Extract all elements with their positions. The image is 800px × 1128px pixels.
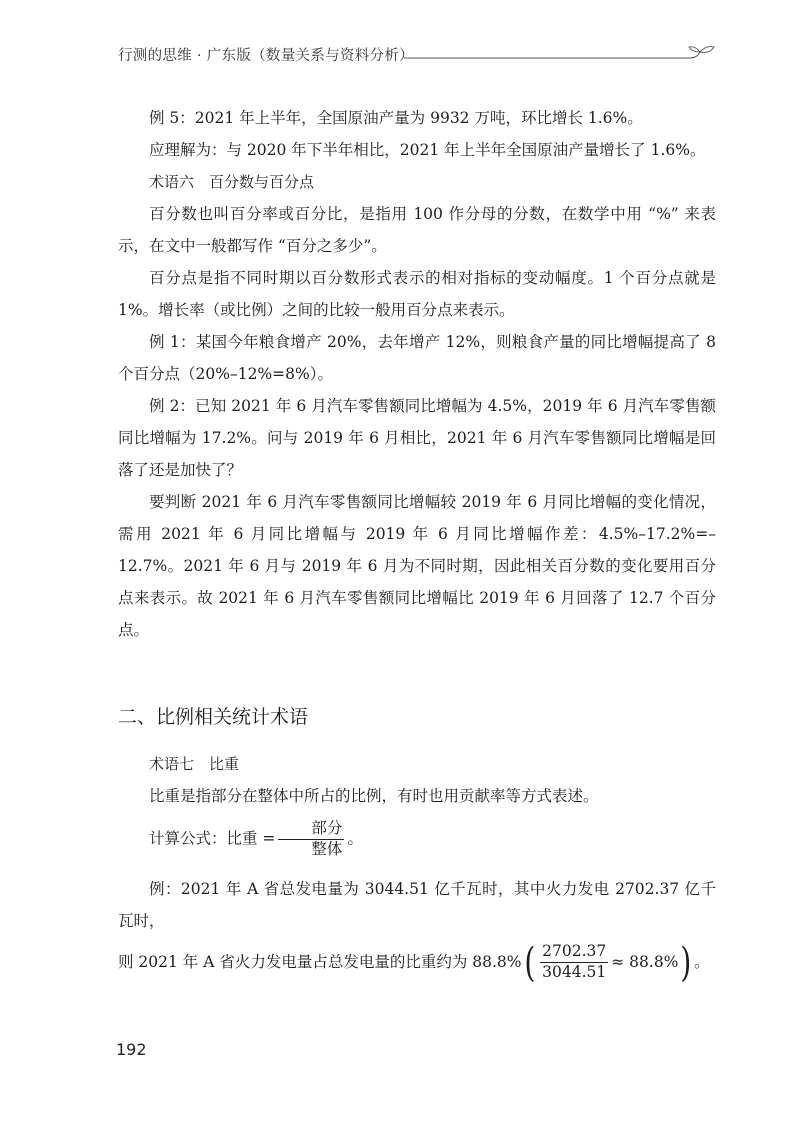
example-line-2 [118,939,716,986]
left-paren: ( [523,939,535,986]
example-fraction-numerator: 2702.37 [540,943,608,963]
example-fraction-denominator: 3044.51 [542,963,607,982]
example-line-2-prefix: 则 2021 年 A 省火力发电量占总发电量的比重约为 88.8% [118,952,522,971]
running-header [118,44,718,70]
formula-line [118,820,716,859]
section-two-heading: 二、比例相关统计术语 [118,706,309,728]
formula-numerator: 部分 [278,820,344,840]
example-2: 例 2：已知 2021 年 6 月汽车零售额同比增幅为 4.5%，2019 年 6 月汽车零售额同比增幅为 17.2%。问与 2019 年 6 月相比，2021 年 6 月汽车零售额同比增幅是回落了还是加快了？ [118,397,716,479]
term-6-heading: 术语六 百分数与百分点 [149,173,315,191]
example-1: 例 1：某国今年粮食增产 20%，去年增产 12%，则粮食产量的同比增幅提高了 8 个百分点（20%–12%=8%）。 [118,333,716,383]
right-paren: ) [680,939,692,986]
section-two-text [118,748,716,986]
formula-denominator: 整体 [311,839,343,858]
term-7-definition: 比重是指部分在整体中所占的比例，有时也用贡献率等方式表述。 [149,787,599,805]
term-7-heading: 术语七 比重 [149,755,240,773]
term-6-point-definition: 百分点是指不同时期以百分数形式表示的相对指标的变动幅度。1 个百分点就是 1%。增长率（或比例）之间的比较一般用百分点来表示。 [118,269,716,319]
formula-prefix: 计算公式：比重 = [149,829,276,848]
example-suffix: 。 [694,952,710,971]
example-5: 例 5：2021 年上半年，全国原油产量为 9932 万吨，环比增长 1.6%。 [149,109,643,127]
example-5-interpretation: 应理解为：与 2020 年下半年相比，2021 年上半年全国原油产量增长了 1.6%。 [149,141,706,159]
header-title: 行测的思维 · 广东版（数量关系与资料分析） [118,48,414,64]
example-line-1: 例：2021 年 A 省总发电量为 3044.51 亿千瓦时，其中火力发电 2702.37 亿千瓦时， [118,879,716,930]
section-one-text [118,102,716,646]
example-approx: ≈ 88.8% [611,952,679,971]
formula-fraction [278,820,344,859]
example-fraction [540,943,608,982]
formula-suffix: 。 [347,829,363,848]
term-6-percent-definition: 百分数也叫百分率或百分比，是指用 100 作分母的分数，在数学中用 “%” 来表示，在文中一般都写作 “百分之多少”。 [118,205,716,255]
example-2-solution: 要判断 2021 年 6 月汽车零售额同比增幅较 2019 年 6 月同比增幅的变化情况，需用 2021 年 6 月同比增幅与 2019 年 6 月同比增幅作差：4.5%–17.2%=–12.7%。2021 年 6 月与 2019 年 6 月为不同时期，因此相关百分数的变化要用百分点来表示。故 2021 年 6 月汽车零售额同比增幅比 2019 年 6 月回落了 12.7 个百分点。 [118,493,716,639]
page-number: 192 [116,1040,147,1059]
